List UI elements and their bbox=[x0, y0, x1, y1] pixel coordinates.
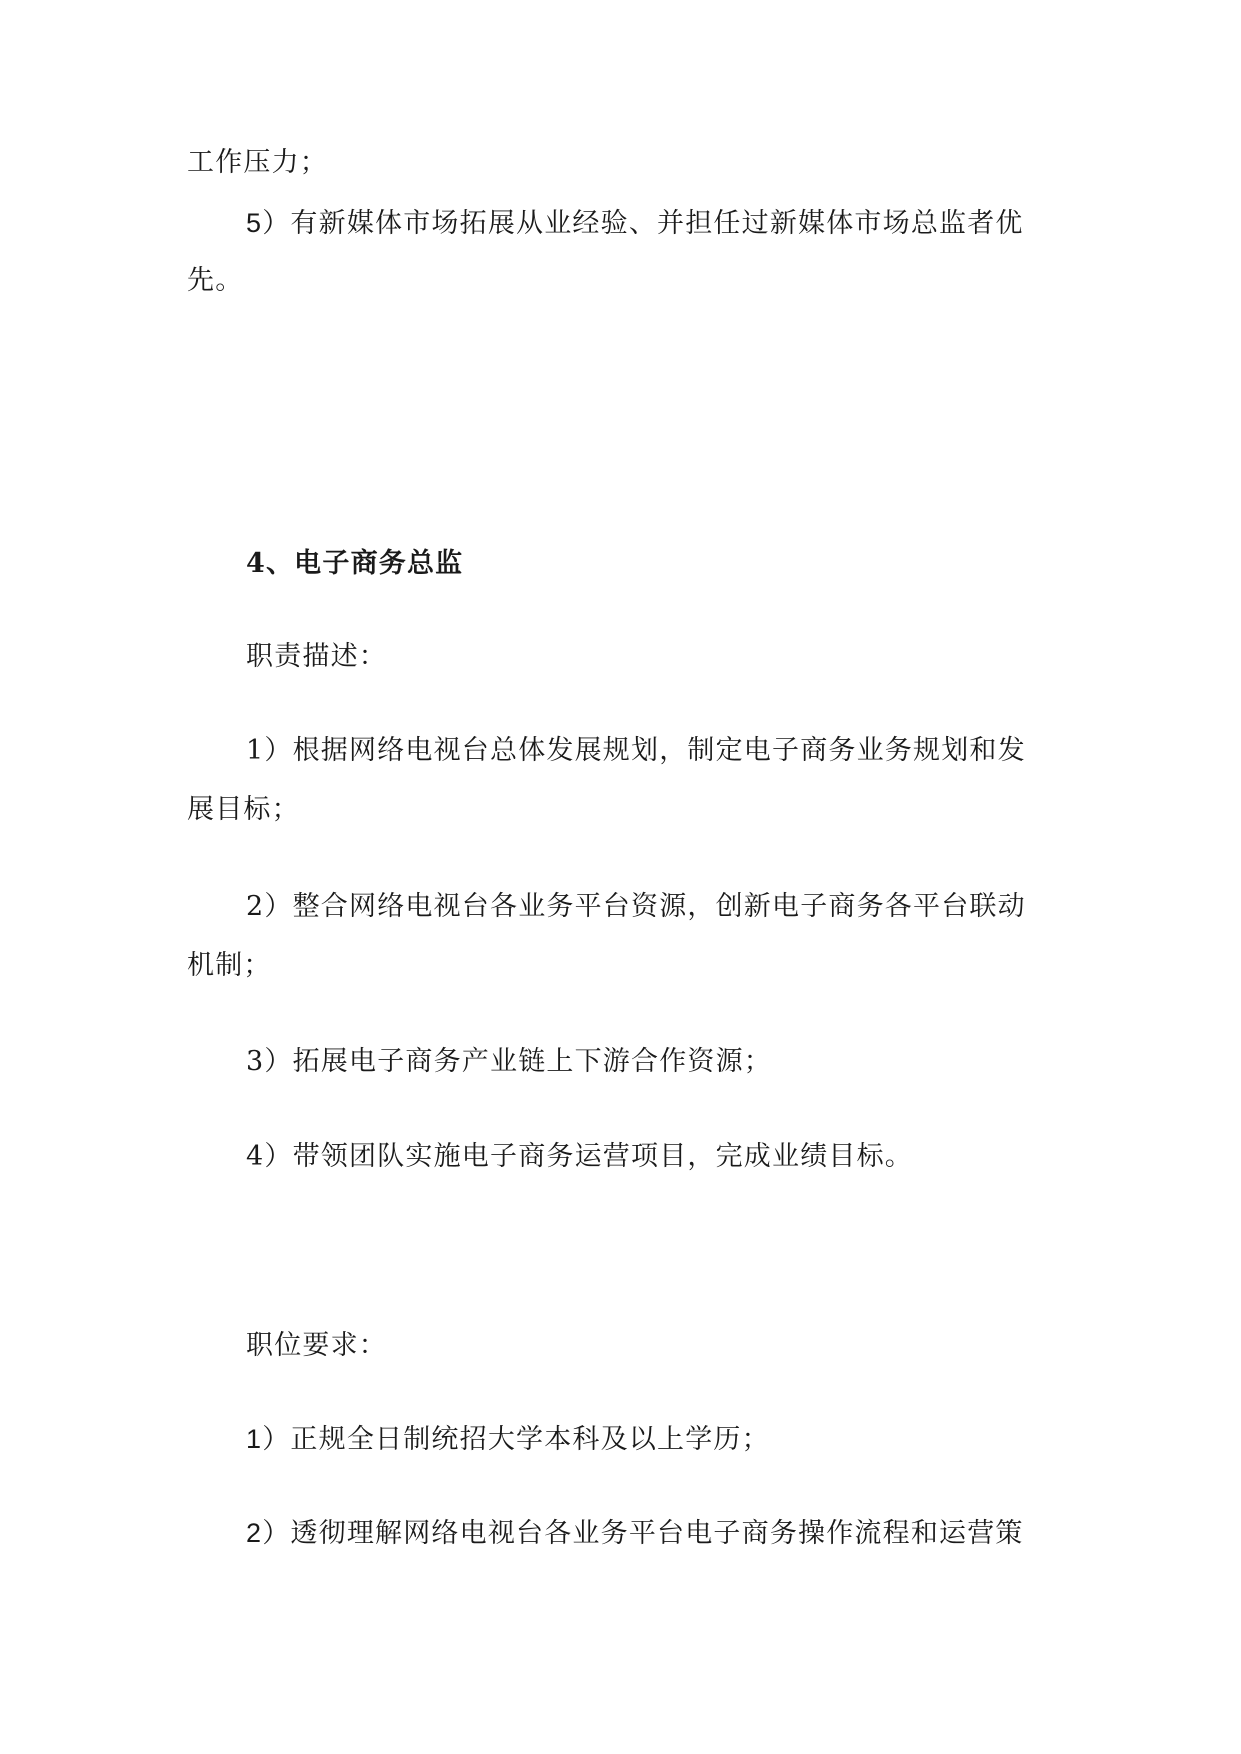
item-text: ）有新媒体市场拓展从业经验、并担任过新媒体市场总监者优 bbox=[262, 208, 1024, 239]
item-text-continued: 机制； bbox=[187, 950, 272, 981]
list-item bbox=[246, 890, 1026, 924]
paragraph-line bbox=[187, 264, 243, 298]
item-number: 2 bbox=[246, 891, 265, 922]
list-item bbox=[246, 1516, 1024, 1551]
item-number: 1 bbox=[246, 735, 265, 766]
item-number: 1 bbox=[246, 1424, 263, 1454]
item-text-continued: 先。 bbox=[187, 265, 244, 296]
item-number: 5 bbox=[246, 208, 263, 238]
item-number: 2 bbox=[246, 1518, 263, 1548]
text-work-pressure: 工作压力； bbox=[187, 147, 328, 178]
requirements-label: 职位要求： bbox=[246, 1330, 387, 1361]
section-heading bbox=[246, 547, 463, 581]
item-number: 3 bbox=[246, 1046, 265, 1077]
item-text-continued: 展目标； bbox=[187, 794, 300, 825]
paragraph-line bbox=[187, 146, 328, 180]
list-item bbox=[246, 206, 1024, 241]
paragraph-line bbox=[187, 793, 300, 827]
item-text: ）带领团队实施电子商务运营项目，完成业绩目标。 bbox=[264, 1141, 913, 1172]
item-text: ）正规全日制统招大学本科及以上学历； bbox=[262, 1424, 770, 1455]
list-item bbox=[246, 1140, 913, 1174]
item-text: ）拓展电子商务产业链上下游合作资源； bbox=[264, 1046, 772, 1077]
duties-label: 职责描述： bbox=[246, 641, 387, 672]
list-item bbox=[246, 734, 1026, 768]
item-number: 4 bbox=[246, 1141, 265, 1172]
paragraph-line bbox=[187, 949, 272, 983]
list-item bbox=[246, 1045, 772, 1079]
list-item bbox=[246, 1422, 770, 1457]
item-text: ）整合网络电视台各业务平台资源，创新电子商务各平台联动 bbox=[264, 891, 1026, 922]
item-text: ）透彻理解网络电视台各业务平台电子商务操作流程和运营策 bbox=[262, 1518, 1024, 1549]
heading-text: 4、电子商务总监 bbox=[246, 548, 464, 579]
item-text: ）根据网络电视台总体发展规划，制定电子商务业务规划和发 bbox=[264, 735, 1026, 766]
